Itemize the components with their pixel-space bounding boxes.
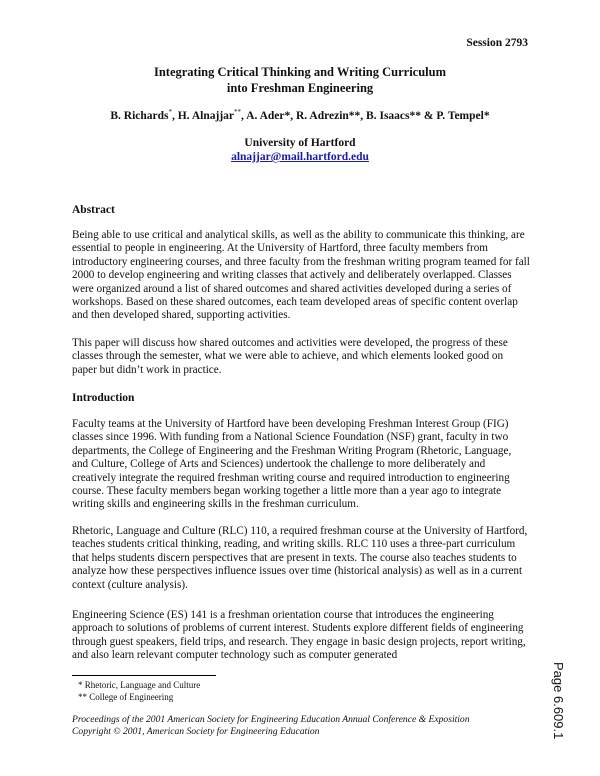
email-link[interactable]: alnajjar@mail.hartford.edu	[231, 151, 369, 163]
paper-title	[0, 64, 600, 96]
page-number: Page 6.609.1	[551, 662, 566, 740]
authors-rest: , A. Ader*, R. Adrezin**, B. Isaacs** & P. Tempel*	[241, 109, 490, 122]
author-list	[0, 108, 600, 122]
footnote-2: ** College of Engineering	[78, 691, 174, 702]
session-number: Session 2793	[466, 37, 528, 49]
footnotes	[78, 680, 200, 703]
author-1: B. Richards	[110, 109, 169, 122]
footer-line-1: Proceedings of the 2001 American Society for Engineering Education Annual Conference & Exposition	[72, 714, 470, 725]
footnote-1: * Rhetoric, Language and Culture	[78, 680, 201, 690]
abstract-paragraph-1: Being able to use critical and analytical skills, as well as the ability to communicate this thinking, are essential to people in engineering. At the University of Hartford, three faculty members from introductory engineering courses, and three faculty from the freshman writing program teamed for fall 2000 to develop engineering and writing classes that actively and deliberately overlapped. Classes were organized around a list of shared outcomes and shared activities developed during a series of workshops. Based on these shared outcomes, each team developed areas of specific content overlap and then developed shared, supporting activities.	[72, 229, 530, 322]
university-name: University of Hartford	[244, 137, 356, 149]
proceedings-footer	[72, 714, 470, 738]
title-line-1: Integrating Critical Thinking and Writing Curriculum	[153, 65, 447, 79]
author-2: , H. Alnajjar	[172, 109, 235, 122]
abstract-heading: Abstract	[72, 204, 115, 216]
introduction-heading: Introduction	[72, 392, 135, 404]
footer-line-2: Copyright © 2001, American Society for Engineering Education	[72, 726, 320, 737]
introduction-paragraph-3: Engineering Science (ES) 141 is a freshman orientation course that introduces the engineering approach to solutions of problems of current interest. Students explore different fields of engineering through guest speakers, field trips, and research. They engage in basic design projects, report writing, and also learn relevant computer technology such as computer generated	[72, 609, 526, 662]
title-line-2: into Freshman Engineering	[226, 81, 374, 95]
abstract-paragraph-2: This paper will discuss how shared outcomes and activities were developed, the progress of these classes through the semester, what we were able to achieve, and which elements looked good on paper but didn’t work in practice.	[72, 337, 508, 376]
affiliation	[0, 136, 600, 164]
introduction-paragraph-2: Rhetoric, Language and Culture (RLC) 110, a required freshman course at the University of Hartford, teaches students critical thinking, reading, and writing skills. RLC 110 uses a three-part curriculum that helps students discern perspectives that are present in texts. The course also teaches students to analyze how these perspectives influence issues over time (historical analysis) as well as in a current context (culture analysis).	[72, 525, 528, 591]
footnote-divider	[72, 675, 216, 676]
author-2-mark: **	[234, 108, 242, 116]
introduction-paragraph-1: Faculty teams at the University of Hartford have been developing Freshman Interest Group (FIG) classes since 1996. With funding from a National Science Foundation (NSF) grant, faculty in two departments, the College of Engineering and the Freshman Writing Program (Rhetoric, Language, and Culture, College of Arts and Sciences) undertook the challenge to more deliberately and creatively integrate the required freshman writing course and required introduction to engineering course. These faculty members began working together a little more than a year ago to integrate writing skills and engineering skills in the freshman curriculum.	[72, 418, 512, 511]
author-1-mark: *	[168, 108, 173, 116]
